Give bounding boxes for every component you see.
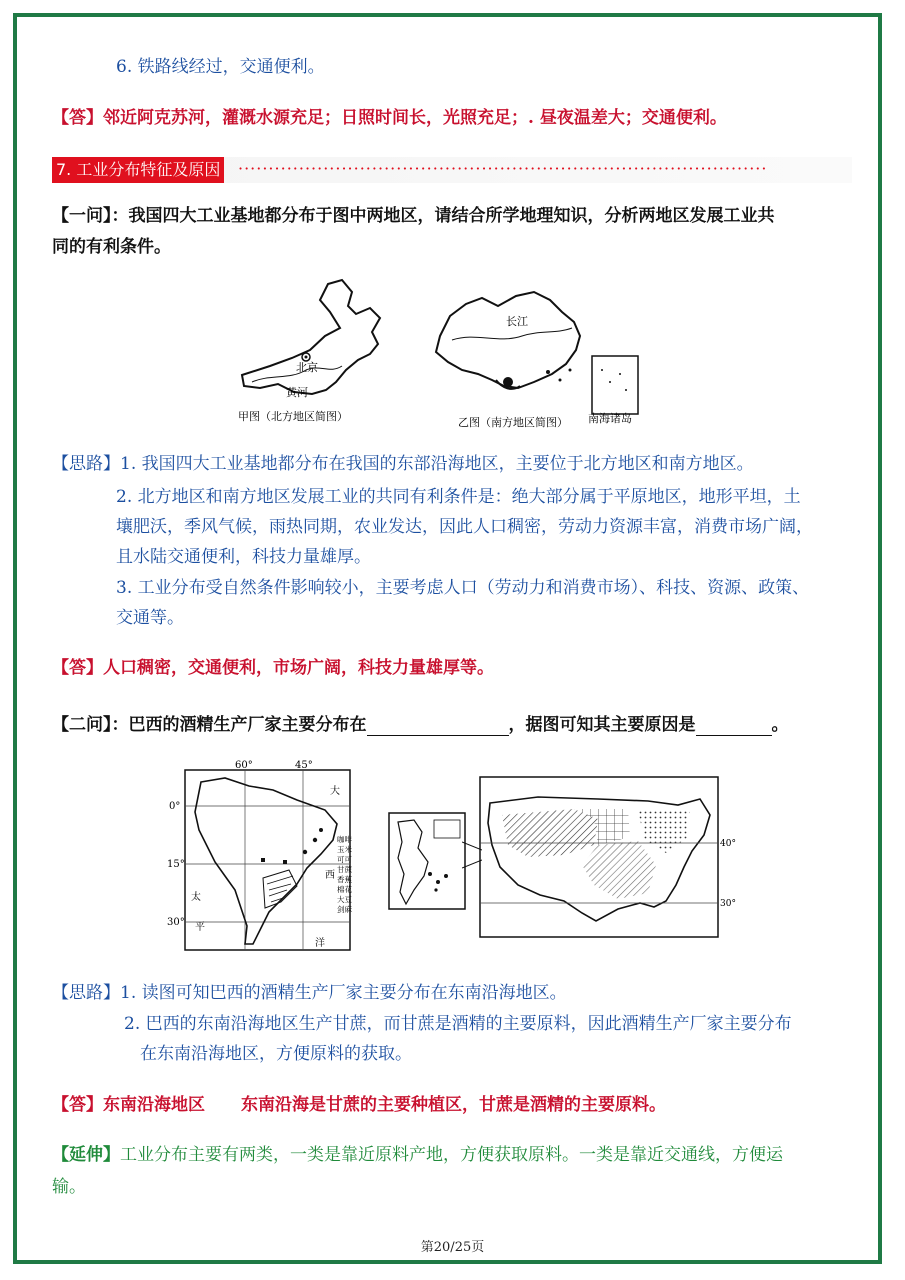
ocean-label-tai: 太 bbox=[191, 892, 201, 903]
south-region-outline bbox=[436, 292, 580, 388]
answer-3-part-2: 东南沿海是甘蔗的主要种植区，甘蔗是酒精的主要原料。 bbox=[241, 1095, 666, 1115]
question-2-tag: 【二问】 bbox=[52, 715, 112, 735]
lat-0-label: 0° bbox=[169, 801, 181, 812]
answer-blank-1[interactable] bbox=[367, 713, 509, 736]
answer-3-part-1: 东南沿海地区 bbox=[103, 1095, 205, 1115]
think-1-text-1: 1. 我国四大工业基地都分布在我国的东部沿海地区，主要位于北方地区和南方地区。 bbox=[120, 454, 754, 474]
legend-item-coffee: 咖啡 bbox=[337, 835, 352, 844]
ocean-label-ping: 平 bbox=[195, 922, 205, 933]
think-1-line-4: 且水陆交通便利，科技力量雄厚。 bbox=[116, 547, 371, 567]
section-7-dots: ······················································································· bbox=[238, 159, 768, 178]
page-frame bbox=[13, 13, 882, 1264]
answer-2 bbox=[52, 657, 494, 679]
beijing-label: 北京 bbox=[296, 361, 318, 374]
lat-30-label: 30° bbox=[167, 917, 185, 928]
think-2-line-3: 在东南沿海地区，方便原料的获取。 bbox=[140, 1044, 412, 1064]
south-map-caption: 乙图（南方地区简图） bbox=[458, 416, 568, 429]
legend-item-sisal: 剑麻 bbox=[337, 905, 352, 914]
section-7-title: 7. 工业分布特征及原因 bbox=[52, 157, 224, 183]
ocean-label-xi: 西 bbox=[325, 870, 335, 881]
item-6: 6. 铁路线经过，交通便利。 bbox=[116, 57, 325, 77]
question-1-tag: 【一问】 bbox=[52, 206, 112, 226]
question-2-part-2: ，据图可知其主要原因是 bbox=[508, 715, 696, 735]
think-1-tag: 【思路】 bbox=[52, 454, 120, 474]
legend-item-cocoa: 可可 bbox=[337, 855, 352, 864]
legend-item-sugarcane: 甘蔗 bbox=[337, 865, 352, 874]
usa-agriculture-map bbox=[478, 775, 748, 945]
china-regions-map bbox=[230, 270, 660, 435]
answer-1 bbox=[52, 107, 727, 129]
south-china-sea-inset bbox=[592, 356, 638, 414]
page-number: 第20/25页 bbox=[420, 1240, 485, 1255]
usa-lat-30-label: 30° bbox=[720, 899, 736, 909]
north-region-outline bbox=[242, 280, 380, 394]
legend-item-banana: 香蕉 bbox=[337, 875, 352, 884]
legend-item-soybean: 大豆 bbox=[337, 895, 352, 904]
nanhai-label: 南海诸岛 bbox=[588, 412, 632, 425]
question-2-end: 。 bbox=[771, 715, 789, 735]
think-1-line-2: 2. 北方地区和南方地区发展工业的共同有利条件是：绝大部分属于平原地区，地形平坦，土 bbox=[116, 487, 801, 507]
extension-line-1 bbox=[52, 1144, 783, 1166]
think-2-tag: 【思路】 bbox=[52, 983, 120, 1003]
think-2-line-2: 2. 巴西的东南沿海地区生产甘蔗，而甘蔗是酒精的主要原料，因此酒精生产厂家主要分布 bbox=[124, 1014, 792, 1034]
lon-45-label: 45° bbox=[295, 760, 313, 771]
legend-item-corn: 玉米 bbox=[337, 845, 352, 854]
inset-connector bbox=[462, 840, 482, 870]
southeast-asia-inset-map bbox=[388, 812, 468, 912]
lon-60-label: 60° bbox=[235, 760, 253, 771]
ocean-label-da: 大 bbox=[330, 786, 340, 797]
think-1-line-5: 3. 工业分布受自然条件影响较小，主要考虑人口（劳动力和消费市场）、科技、资源、政策、 bbox=[116, 578, 810, 598]
answer-text: 邻近阿克苏河，灌溉水源充足；日照时间长，光照充足；. 昼夜温差大；交通便利。 bbox=[103, 108, 727, 128]
extension-line-2: 输。 bbox=[52, 1177, 86, 1197]
question-1-line-2: 同的有利条件。 bbox=[52, 237, 171, 257]
legend-item-cotton: 棉花 bbox=[337, 885, 352, 894]
answer-2-tag: 【答】 bbox=[52, 658, 103, 678]
answer-3 bbox=[52, 1094, 666, 1116]
answer-2-text: 人口稠密，交通便利，市场广阔，科技力量雄厚等。 bbox=[103, 658, 494, 678]
lat-15-label: 15° bbox=[167, 859, 185, 870]
think-2-text-1: 1. 读图可知巴西的酒精生产厂家主要分布在东南沿海地区。 bbox=[120, 983, 567, 1003]
question-2 bbox=[52, 713, 789, 736]
extension-text-1: 工业分布主要有两类，一类是靠近原料产地，方便获取原料。一类是靠近交通线，方便运 bbox=[120, 1145, 783, 1165]
changjiang-label: 长江 bbox=[506, 315, 528, 328]
extension-tag: 【延伸】 bbox=[52, 1145, 120, 1165]
question-1-line-1 bbox=[52, 205, 775, 227]
question-1-text: ：我国四大工业基地都分布于图中两地区，请结合所学地理知识，分析两地区发展工业共 bbox=[111, 206, 775, 226]
ocean-label-yang: 洋 bbox=[315, 938, 325, 949]
brazil-crop-map bbox=[165, 760, 355, 955]
section-7-header bbox=[52, 157, 852, 183]
think-1-line-6: 交通等。 bbox=[116, 608, 184, 628]
answer-3-tag: 【答】 bbox=[52, 1095, 103, 1115]
think-2-line-1 bbox=[52, 982, 567, 1004]
north-map-caption: 甲图（北方地区简图） bbox=[238, 410, 348, 423]
answer-tag: 【答】 bbox=[52, 108, 103, 128]
answer-blank-2[interactable] bbox=[696, 713, 772, 736]
usa-lat-40-label: 40° bbox=[720, 839, 736, 849]
huanghe-label: 黄河 bbox=[286, 386, 308, 399]
question-2-part-1: ：巴西的酒精生产厂家主要分布在 bbox=[111, 715, 367, 735]
think-1-line-3: 壤肥沃，季风气候，雨热同期，农业发达，因此人口稠密，劳动力资源丰富，消费市场广阔， bbox=[116, 517, 813, 537]
think-1-line-1 bbox=[52, 453, 754, 475]
